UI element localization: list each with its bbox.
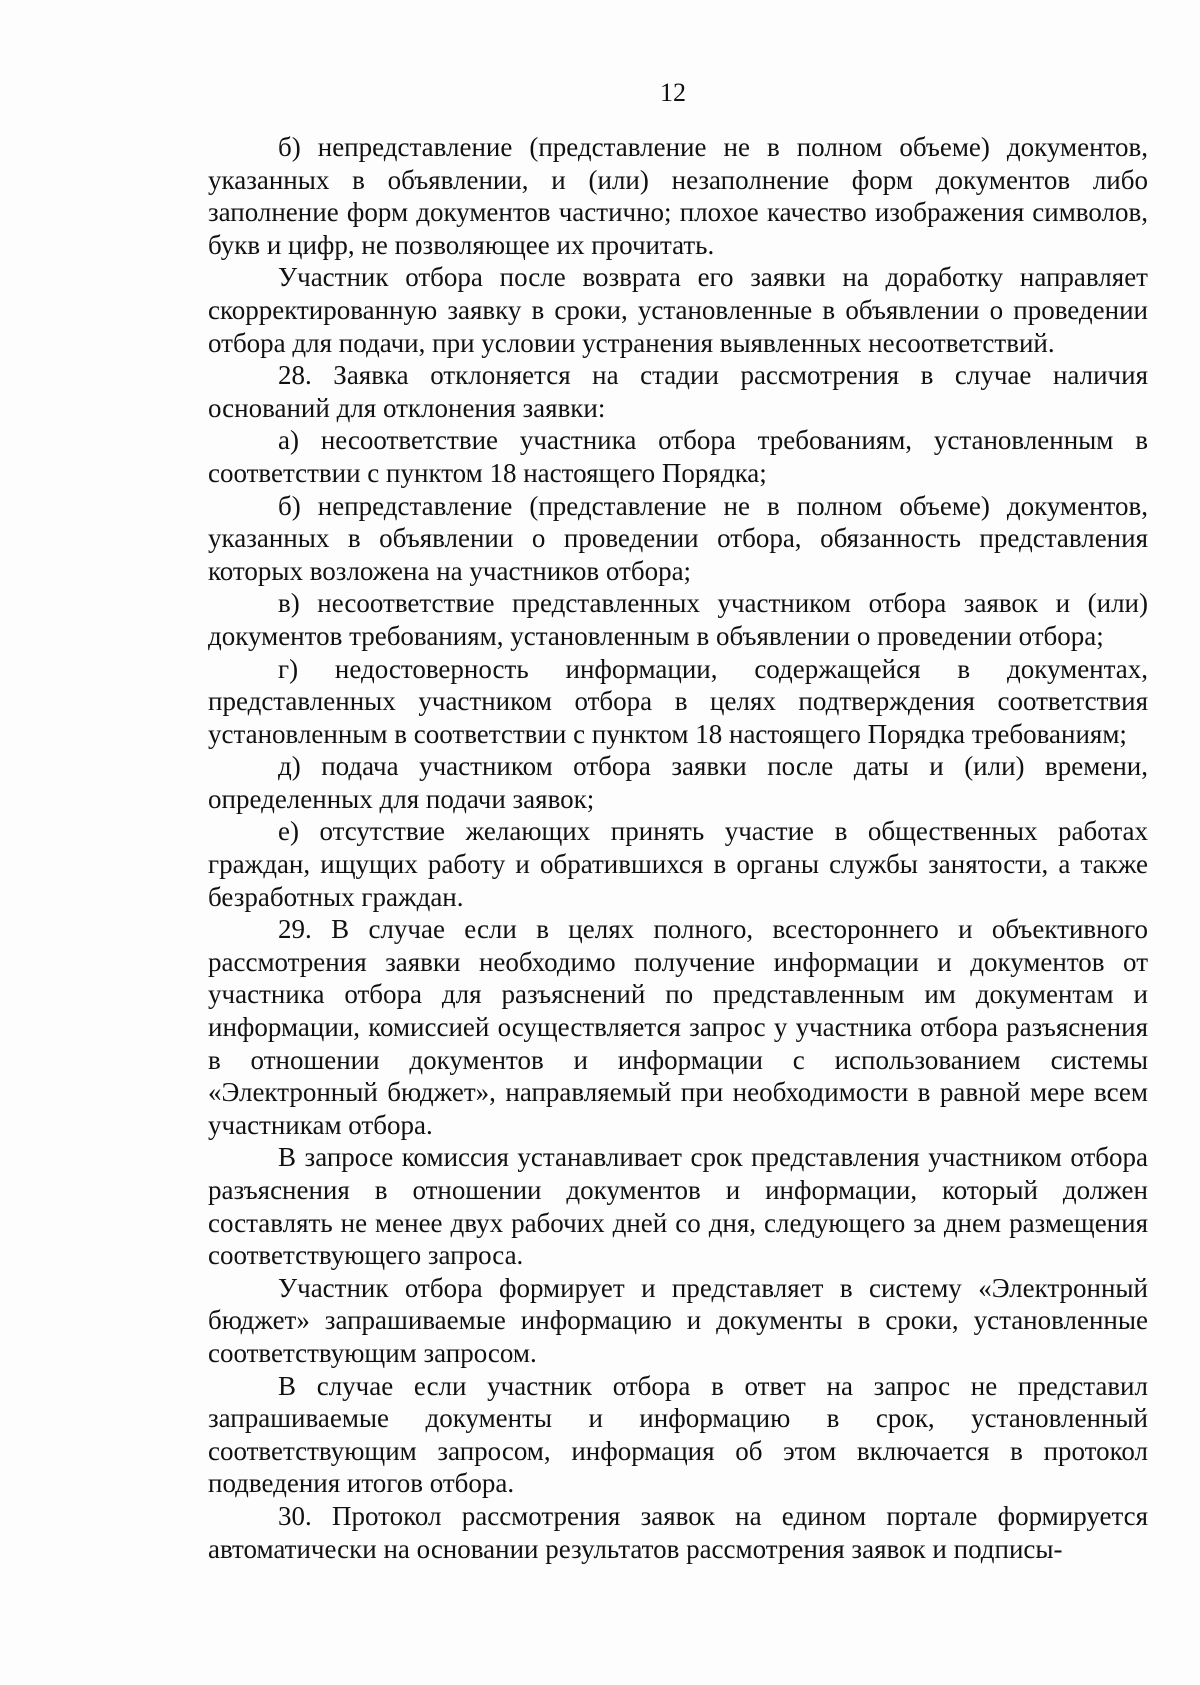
paragraph-29-participant-response: Участник отбора формирует и представляет в систему «Электронный бюджет» запрашиваемые информацию и документы в сроки, установленные соответствующим запросом. <box>208 1272 1148 1368</box>
document-body <box>208 131 1148 1565</box>
paragraph-resubmission: Участник отбора после возврата его заявки на доработку направляет скорректированную заявку в сроки, установленные в объявлении о проведении отбора для подачи, при условии устранения выявленных несоответствий. <box>208 262 1148 358</box>
paragraph-29-no-response: В случае если участник отбора в ответ на запрос не представил запрашиваемые документы и информацию в срок, установленный соответствующим запросом, информация об этом включается в протокол подведения итогов отбора. <box>208 1370 1148 1499</box>
page-number: 12 <box>660 78 686 107</box>
paragraph-28-a: а) несоответствие участника отбора требованиям, установленным в соответствии с пунктом 18 настоящего Порядка; <box>208 425 1148 488</box>
paragraph-30: 30. Протокол рассмотрения заявок на едином портале формируется автоматически на основании результатов рассмотрения заявок и подписы- <box>208 1500 1148 1564</box>
paragraph-28-v: в) несоответствие представленных участником отбора заявок и (или) документов требованиям, установленным в объявлении о проведении отбора; <box>208 588 1148 651</box>
paragraph-29: 29. В случае если в целях полного, всестороннего и объективного рассмотрения заявки необходимо получение информации и документов от участника отбора для разъяснений по представленным им документам и информации, комиссией осуществляется запрос у участника отбора разъяснения в отношении документов и информации с использованием системы «Электронный бюджет», направляемый при необходимости в равной мере всем участникам отбора. <box>208 914 1148 1140</box>
paragraph-b-nonsubmission: б) непредставление (представление не в полном объеме) документов, указанных в объявлении, и (или) незаполнение форм документов либо заполнение форм документов частично; плохое качество изображения символов, букв и цифр, не позволяющее их прочитать. <box>208 132 1148 260</box>
paragraph-28-e: е) отсутствие желающих принять участие в общественных работах граждан, ищущих работу и обратившихся в органы службы занятости, а также безработных граждан. <box>208 816 1148 912</box>
paragraph-28-d: д) подача участником отбора заявки после даты и (или) времени, определенных для подачи заявок; <box>208 751 1148 814</box>
paragraph-28-g: г) недостоверность информации, содержащейся в документах, представленных участником отбора в целях подтверждения соответствия установленным в соответствии с пунктом 18 настоящего Порядка требованиям; <box>208 653 1148 749</box>
paragraph-28: 28. Заявка отклоняется на стадии рассмотрения в случае наличия оснований для отклонения заявки: <box>208 360 1148 423</box>
paragraph-28-b: б) непредставление (представление не в полном объеме) документов, указанных в объявлении о проведении отбора, обязанность представления которых возложена на участников отбора; <box>208 490 1148 586</box>
paragraph-29-request-term: В запросе комиссия устанавливает срок представления участником отбора разъяснения в отношении документов и информации, который должен составлять не менее двух рабочих дней со дня, следующего за днем размещения соответствующего запроса. <box>208 1142 1148 1271</box>
